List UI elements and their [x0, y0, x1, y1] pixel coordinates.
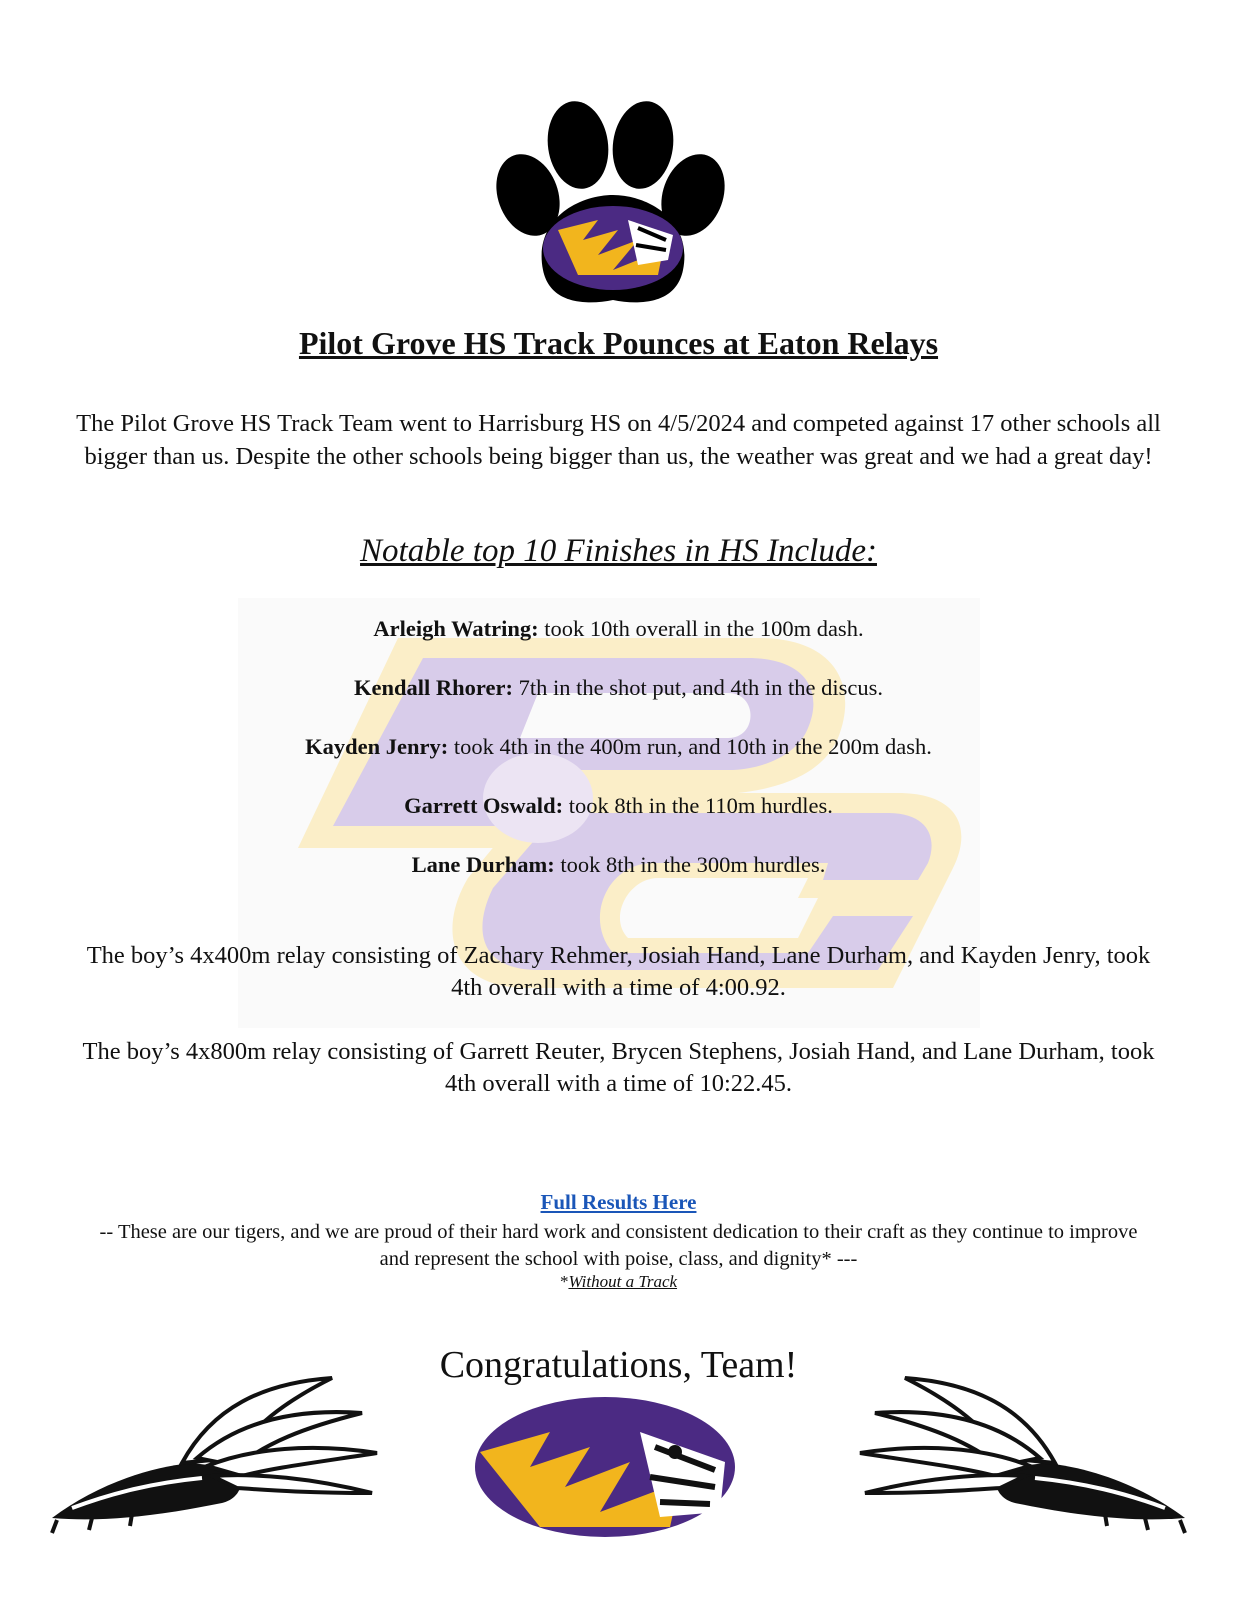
relay-paragraph-1: The boy’s 4x400m relay consisting of Zachary Rehmer, Josiah Hand, Lane Durham, and Kayden Jenry, took 4th overall with a time of 4:00.92. [86, 942, 1151, 1001]
finish-row-4 [0, 793, 1237, 819]
footnote [0, 1272, 1237, 1292]
finish-text: took 8th in the 110m hurdles. [563, 793, 833, 818]
relay-paragraph-2: The boy’s 4x800m relay consisting of Garrett Reuter, Brycen Stephens, Josiah Hand, and Lane Durham, took 4th overall with a time of 10:22.45. [82, 1038, 1155, 1097]
finish-text: took 8th in the 300m hurdles. [554, 852, 826, 877]
footnote-text: Without a Track [568, 1272, 678, 1291]
athlete-name: Kayden Jenry: [305, 734, 449, 759]
tiger-head-icon [470, 1392, 740, 1542]
finish-text: took 4th in the 400m run, and 10th in the 200m dash. [448, 734, 932, 759]
full-results-link[interactable]: Full Results Here [540, 1190, 697, 1214]
paw-tiger-logo-icon [488, 100, 738, 310]
athlete-name: Garrett Oswald: [404, 793, 564, 818]
congratulations-heading: Congratulations, Team! [439, 1344, 798, 1386]
finish-row-5 [0, 852, 1237, 878]
finish-row-1 [0, 616, 1237, 642]
finishes-heading: Notable top 10 Finishes in HS Include: [360, 533, 877, 569]
intro-paragraph: The Pilot Grove HS Track Team went to Harrisburg HS on 4/5/2024 and competed against 17 other schools all bigger than us. Despite the other schools being bigger than us, the weather was great and we had a great day! [76, 410, 1161, 470]
athlete-name: Lane Durham: [411, 852, 555, 877]
page-title: Pilot Grove HS Track Pounces at Eaton Relays [298, 325, 939, 361]
finish-row-2 [0, 675, 1237, 701]
winged-shoe-icon [845, 1368, 1205, 1538]
athlete-name: Arleigh Watring: [373, 616, 539, 641]
footnote-star: * [559, 1272, 569, 1291]
closing-paragraph: -- These are our tigers, and we are proud of their hard work and consistent dedication to their craft as they continue to improve and represent the school with poise, class, and dignity* --- [99, 1221, 1138, 1270]
finish-text: took 10th overall in the 100m dash. [538, 616, 864, 641]
finish-text: 7th in the shot put, and 4th in the discus. [512, 675, 883, 700]
athlete-name: Kendall Rhorer: [354, 675, 513, 700]
winged-shoe-icon [32, 1368, 392, 1538]
finish-row-3 [0, 734, 1237, 760]
